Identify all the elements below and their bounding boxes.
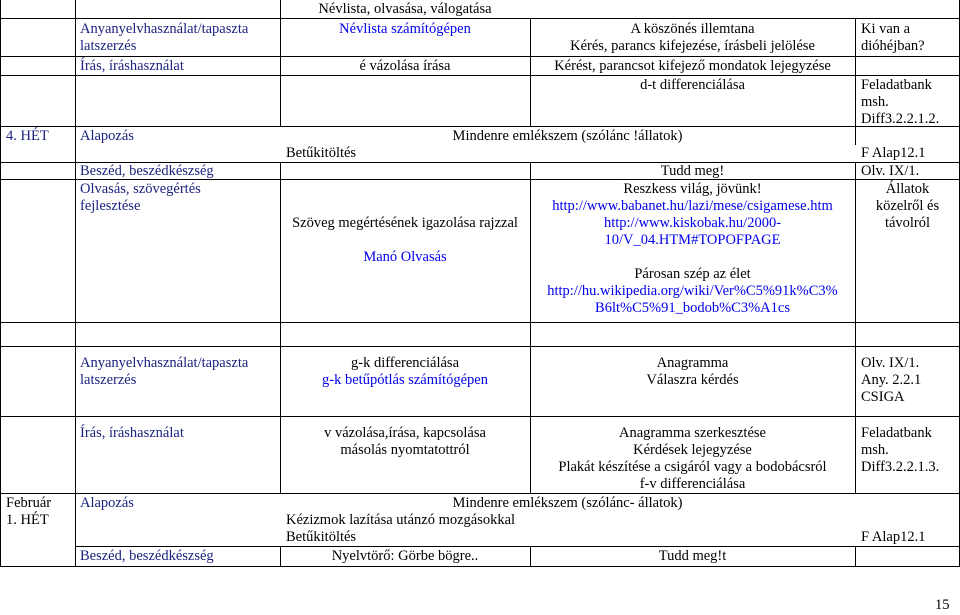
- cell-text: Párosan szép az élet: [634, 266, 751, 282]
- category-label: Alapozás: [80, 128, 134, 144]
- link[interactable]: http://hu.wikipedia.org/wiki/Ver%C5%91k%C3%: [547, 283, 838, 299]
- cell-text: Névlista, olvasása, válogatása: [318, 1, 492, 17]
- resource-text: közelről és: [875, 198, 940, 214]
- resource-text: Olv. IX/1.: [861, 355, 920, 371]
- row-rule: [0, 126, 960, 127]
- cell-text: Anagramma: [656, 355, 729, 371]
- row-rule: [0, 493, 960, 494]
- col-rule: [855, 346, 856, 494]
- col-rule: [0, 0, 1, 567]
- cell-text: Névlista számítógépen: [339, 21, 471, 37]
- row-rule: [0, 566, 960, 567]
- resource-text: Ki van a: [861, 21, 911, 37]
- resource-text: Any. 2.2.1: [861, 372, 922, 388]
- cell-text: Kérdések lejegyzése: [633, 442, 752, 458]
- link[interactable]: http://www.babanet.hu/lazi/mese/csigamese.htm: [552, 198, 833, 214]
- cell-text: Betűkitöltés: [286, 145, 357, 161]
- resource-text: msh.: [861, 94, 889, 110]
- week-label: 4. HÉT: [6, 128, 49, 144]
- week-label: 1. HÉT: [6, 512, 49, 528]
- resource-text: távolról: [884, 215, 931, 231]
- cell-text: g-k differenciálása: [350, 355, 460, 371]
- category-label: Alapozás: [80, 495, 134, 511]
- cell-text: Válaszra kérdés: [646, 372, 739, 388]
- cell-text: Mindenre emlékszem (szólánc !állatok): [452, 128, 683, 144]
- col-rule: [855, 546, 856, 567]
- resource-text: Diff3.2.2.1.2.: [861, 111, 940, 127]
- row-rule: [0, 322, 960, 323]
- col-rule: [75, 0, 76, 567]
- row-rule: [0, 75, 960, 76]
- page-number: 15: [935, 597, 950, 613]
- row-rule: [75, 546, 960, 547]
- category-label: latszerzés: [80, 38, 137, 54]
- cell-text: Kézizmok lazítása utánzó mozgásokkal: [286, 512, 516, 528]
- link[interactable]: 10/V_04.HTM#TOPOFPAGE: [604, 232, 781, 248]
- week-label: Február: [6, 495, 52, 511]
- cell-text: Reszkess világ, jövünk!: [623, 181, 762, 197]
- cell-text: Szöveg megértésének igazolása rajzzal: [292, 215, 518, 231]
- resource-text: Olv. IX/1.: [861, 163, 920, 179]
- row-rule: [0, 18, 960, 19]
- cell-text: Plakát készítése a csigáról vagy a bodobácsról: [558, 459, 827, 475]
- resource-text: Diff3.2.2.1.3.: [861, 459, 940, 475]
- category-label: latszerzés: [80, 372, 137, 388]
- cell-text: f-v differenciálása: [639, 476, 746, 492]
- cell-text: Mindenre emlékszem (szólánc- állatok): [452, 495, 683, 511]
- resource-text: CSIGA: [861, 389, 905, 405]
- col-rule: [855, 18, 856, 145]
- category-label: Beszéd, beszédkészség: [80, 163, 214, 179]
- cell-text: Manó Olvasás: [363, 249, 447, 265]
- link[interactable]: B6lt%C5%91_bodob%C3%A1cs: [595, 300, 790, 316]
- resource-text: F Alap12.1: [861, 529, 926, 545]
- category-label: Anyanyelvhasználat/tapaszta: [80, 355, 249, 371]
- cell-text: Tudd meg!: [660, 163, 725, 179]
- cell-text: é vázolása írása: [359, 58, 451, 74]
- cell-text: g-k betűpótlás számítógépen: [322, 372, 488, 388]
- row-rule: [0, 416, 960, 417]
- cell-text: Tudd meg!t: [658, 548, 727, 564]
- link[interactable]: http://www.kiskobak.hu/2000-: [603, 215, 782, 231]
- cell-text: Betűkitöltés: [286, 529, 357, 545]
- category-label: fejlesztése: [80, 198, 141, 214]
- category-label: Anyanyelvhasználat/tapaszta: [80, 21, 249, 37]
- category-label: Beszéd, beszédkészség: [80, 548, 214, 564]
- cell-text: v vázolása,írása, kapcsolása: [324, 425, 486, 441]
- row-rule: [0, 346, 960, 347]
- category-label: Olvasás, szövegértés: [80, 181, 201, 197]
- cell-text: Kérés, parancs kifejezése, írásbeli jelölése: [570, 38, 815, 54]
- cell-text: Anagramma szerkesztése: [619, 425, 766, 441]
- resource-text: msh.: [861, 442, 889, 458]
- cell-text: másolás nyomtatottról: [340, 442, 470, 458]
- resource-text: Feladatbank: [861, 77, 932, 93]
- category-label: Írás, íráshasználat: [80, 58, 184, 74]
- category-label: Írás, íráshasználat: [80, 425, 184, 441]
- resource-text: Feladatbank: [861, 425, 932, 441]
- cell-text: A köszönés illemtana: [630, 21, 755, 37]
- cell-text: Kérést, parancsot kifejező mondatok lejegyzése: [554, 58, 831, 74]
- resource-text: dióhéjban?: [861, 38, 925, 54]
- cell-text: d-t differenciálása: [640, 77, 745, 93]
- row-rule: [0, 56, 960, 57]
- resource-text: Állatok: [885, 181, 930, 197]
- resource-text: F Alap12.1: [861, 145, 926, 161]
- cell-text: Nyelvtörő: Görbe bögre..: [331, 548, 479, 564]
